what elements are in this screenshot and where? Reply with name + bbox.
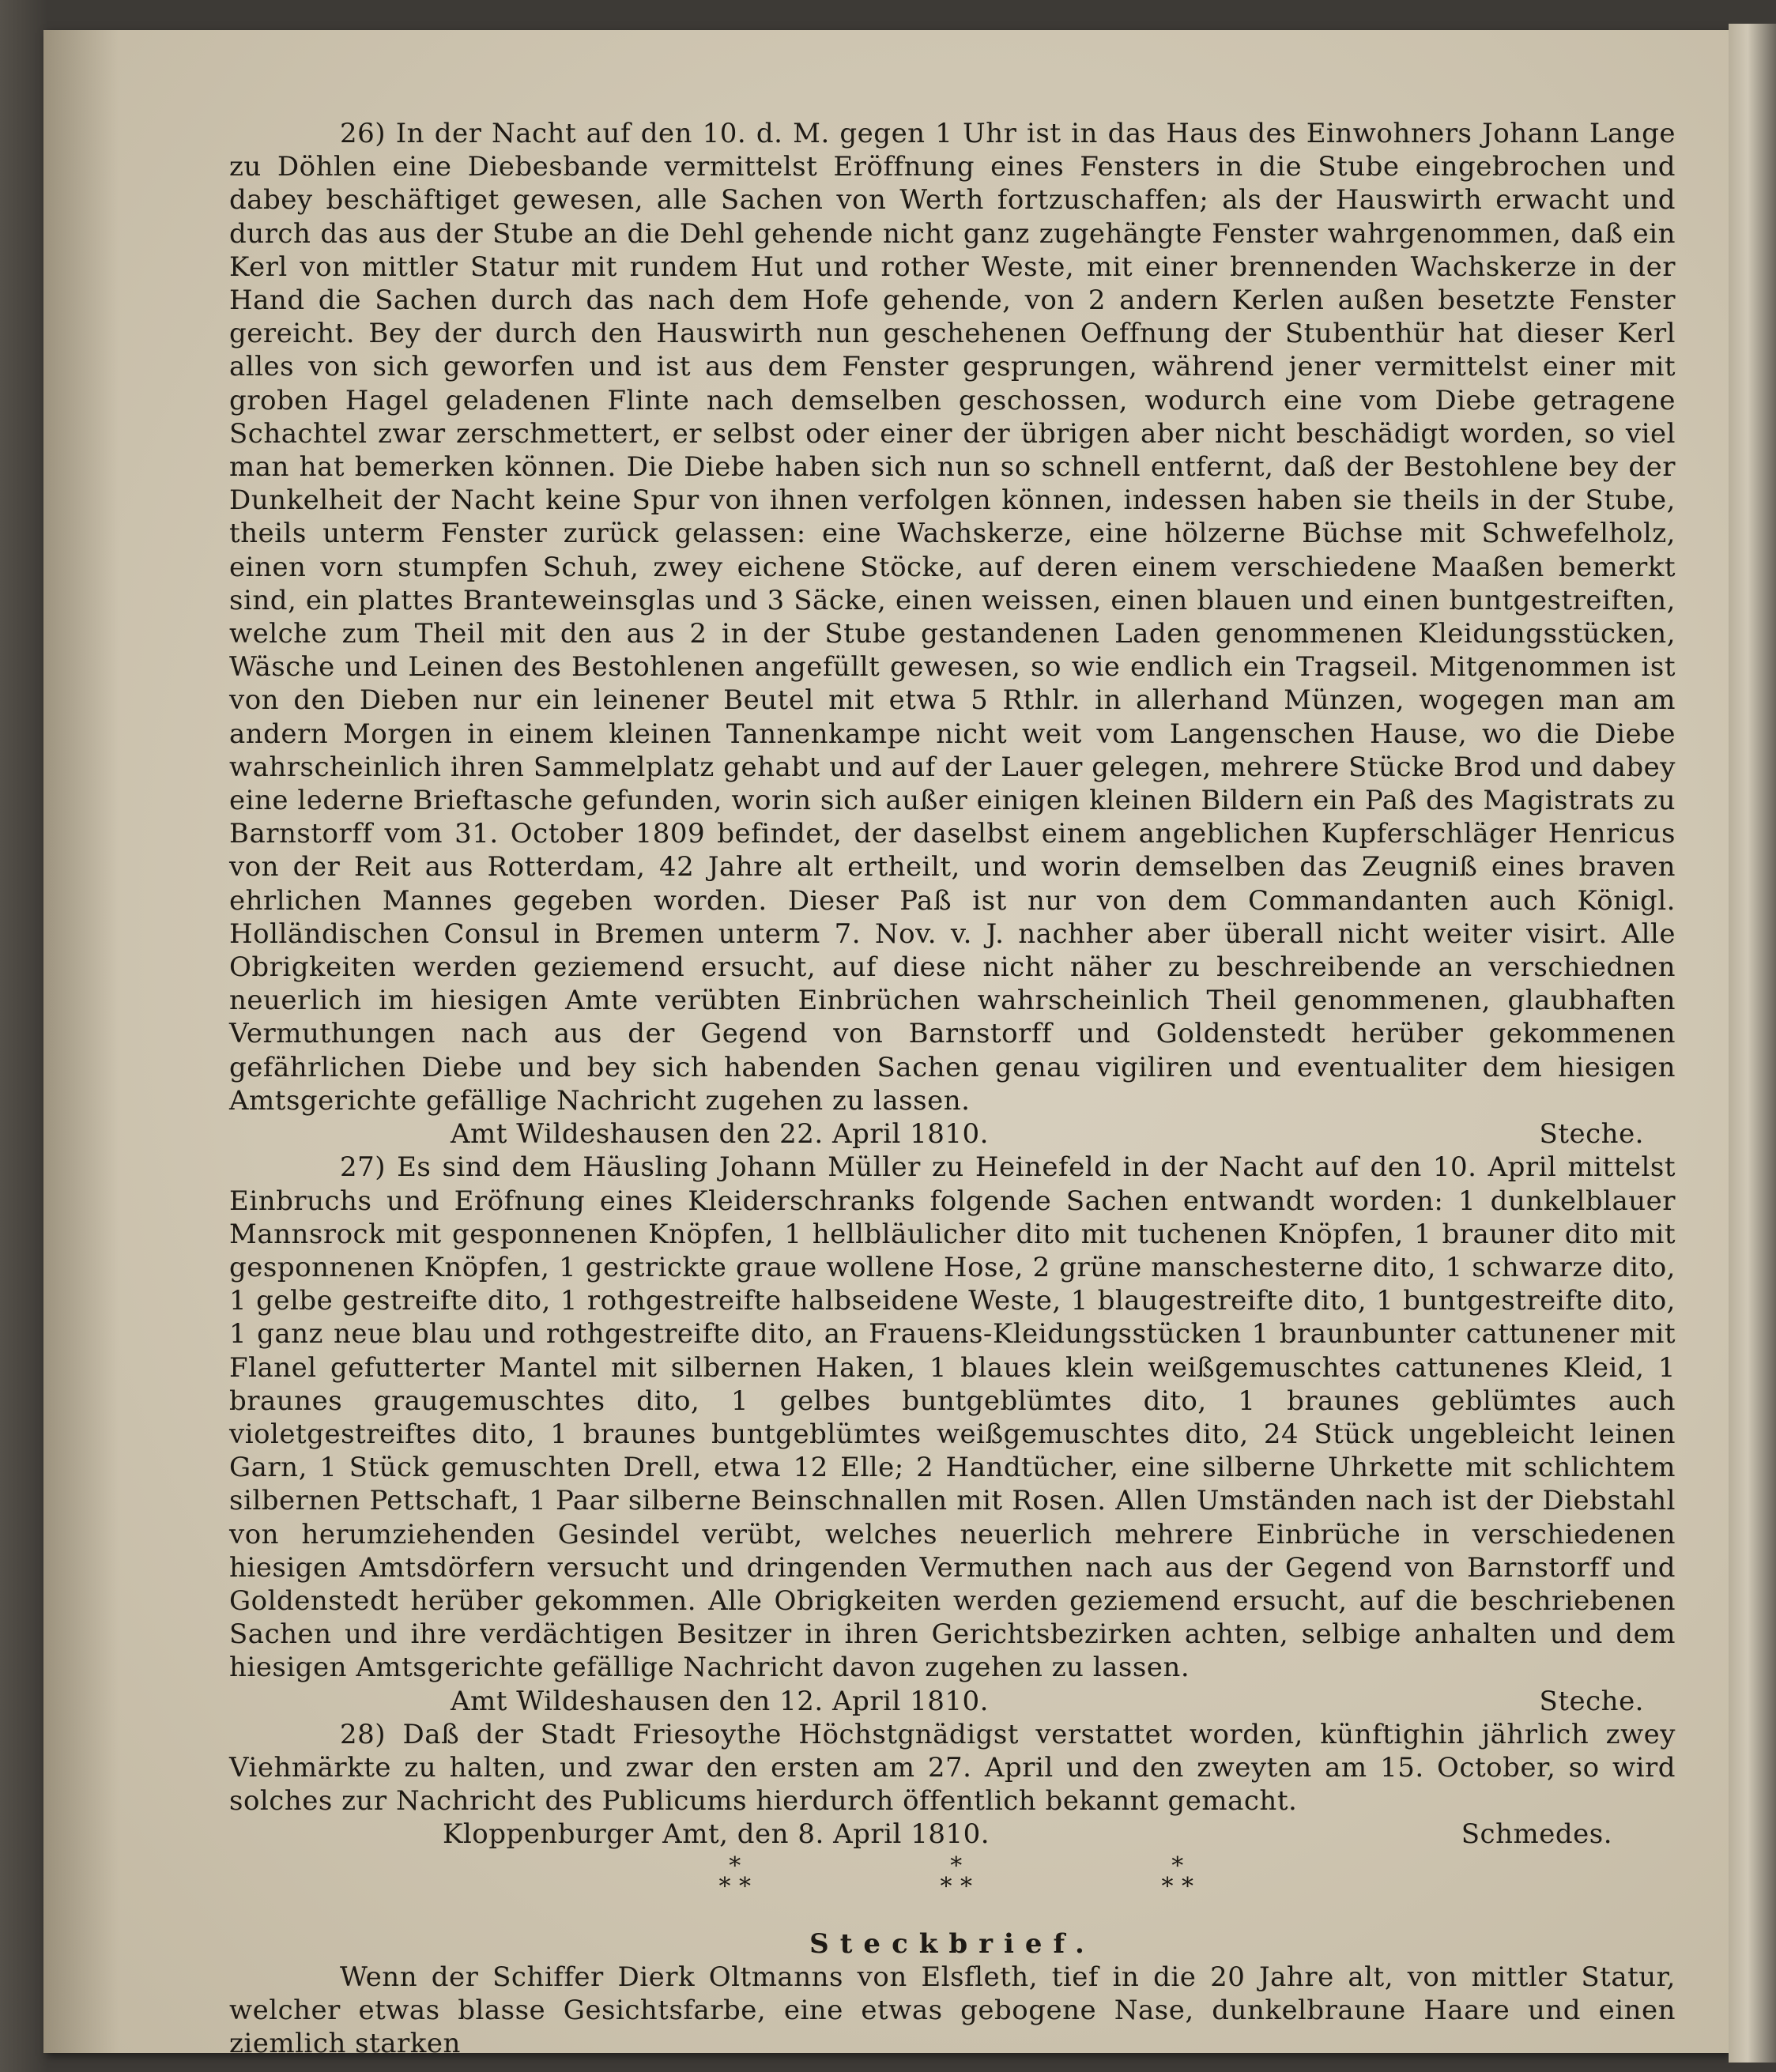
article-27-place-date: Amt Wildeshausen den 12. April 1810. [451, 1685, 989, 1717]
article-27-signature-line [229, 1685, 1676, 1718]
article-28-signature-line [229, 1818, 1676, 1851]
asterism-left: * * * [718, 1852, 752, 1901]
article-28-place-date: Kloppenburger Amt, den 8. April 1810. [443, 1818, 990, 1851]
steckbrief-heading: Steckbrief. [809, 1927, 1095, 1960]
article-28-signature: Schmedes. [1461, 1818, 1612, 1851]
steckbrief-text: Wenn der Schiffer Dierk Oltmanns von Elsfleth, tief in die 20 Jahre alt, von mittler Statur, welcher etwas blasse Gesichtsfarbe, eine etwas gebogene Nase, dunkelbraune Haare und einen ziemlich starken [229, 1961, 1676, 2060]
page-edge-right [1729, 24, 1776, 2063]
page-gutter-shadow [43, 30, 119, 2053]
article-26-text: 26) In der Nacht auf den 10. d. M. gegen 1 Uhr ist in das Haus des Einwohners Johann Lange zu Döhlen eine Diebesbande vermittelst Eröffnung eines Fensters in die Stube eingebrochen und dabey beschäftiget gewesen, alle Sachen von Werth fortzuschaffen; als der Hauswirth erwacht und durch das aus der Stube an die Dehl gehende nicht ganz zugehängte Fenster wahrgenommen, daß ein Kerl von mittler Statur mit rundem Hut und rother Weste, mit einer brennenden Wachskerze in der Hand die Sachen durch das nach dem Hofe gehende, von 2 andern Kerlen außen besetzte Fenster gereicht. Bey der durch den Hauswirth nun geschehenen Oeffnung der Stubenthür hat dieser Kerl alles von sich geworfen und ist aus dem Fenster gesprungen, während jener vermittelst einer mit groben Hagel geladenen Flinte nach demselben geschossen, wodurch eine vom Diebe getragene Schachtel zwar zerschmettert, er selbst oder einer der übrigen aber nicht beschädigt worden, so viel man hat bemerken können. Die Diebe haben sich nun so schnell entfernt, daß der Bestohlene bey der Dunkelheit der Nacht keine Spur von ihnen verfolgen können, indessen haben sie theils in der Stube, theils unterm Fenster zurück gelassen: eine Wachskerze, eine hölzerne Büchse mit Schwefelholz, einen vorn stumpfen Schuh, zwey eichene Stöcke, auf deren einem verschiedene Maaßen bemerkt sind, ein plattes Branteweinsglas und 3 Säcke, einen weissen, einen blauen und einen buntgestreiften, welche zum Theil mit den aus 2 in der Stube gestandenen Laden genommenen Kleidungsstücken, Wäsche und Leinen des Bestohlenen angefüllt gewesen, so wie endlich ein Tragseil. Mitgenommen ist von den Dieben nur ein leinener Beutel mit etwa 5 Rthlr. in allerhand Münzen, wogegen man am andern Morgen in einem kleinen Tannenkampe nicht weit vom Langenschen Hause, wo die Diebe wahrscheinlich ihren Sammelplatz gehabt und auf der Lauer gelegen, mehrere Stücke Brod und dabey eine lederne Brieftasche gefunden, worin sich außer einigen kleinen Bildern ein Paß des Magistrats zu Barnstorff vom 31. October 1809 befindet, der daselbst einem angeblichen Kupferschläger Henricus von der Reit aus Rotterdam, 42 Jahre alt ertheilt, und worin demselben das Zeugniß eines braven ehrlichen Mannes gegeben worden. Dieser Paß ist nur von dem Commandanten auch Königl. Holländischen Consul in Bremen unterm 7. Nov. v. J. nachher aber überall nicht weiter visirt. Alle Obrigkeiten werden geziemend ersucht, auf diese nicht näher zu beschreibende an verschiednen neuerlich im hiesigen Amte verübten Einbrüchen wahrscheinlich Theil genommenen, glaubhaften Vermuthungen nach aus der Gegend von Barnstorff und Goldenstedt herüber gekommenen gefährlichen Diebe und bey sich habenden Sachen genau vigiliren und eventualiter dem hiesigen Amtsgerichte gefällige Nachricht zugehen zu lassen. [229, 118, 1676, 1117]
article-27-text: 27) Es sind dem Häusling Johann Müller zu Heinefeld in der Nacht auf den 10. April mittelst Einbruchs und Eröfnung eines Kleiderschranks folgende Sachen entwandt worden: 1 dunkelblauer Mannsrock mit gesponnenen Knöpfen, 1 hellbläulicher dito mit tuchenen Knöpfen, 1 brauner dito mit gesponnenen Knöpfen, 1 gestrickte graue wollene Hose, 2 grüne manschesterne dito, 1 schwarze dito, 1 gelbe gestreifte dito, 1 rothgestreifte halbseidene Weste, 1 blaugestreifte dito, 1 buntgestreifte dito, 1 ganz neue blau und rothgestreifte dito, an Frauens-Kleidungsstücken 1 braunbunter cattunener mit Flanel gefutterter Mantel mit silbernen Haken, 1 blaues klein weißgemuschtes cattunenes Kleid, 1 braunes graugemuschtes dito, 1 gelbes buntgeblümtes dito, 1 braunes geblümtes auch violetgestreiftes dito, 1 braunes buntgeblümtes weißgemuschtes dito, 24 Stück ungebleicht leinen Garn, 1 Stück gemuschten Drell, etwa 12 Elle; 2 Handtücher, eine silberne Uhrkette mit schlichtem silbernen Pettschaft, 1 Paar silberne Beinschnallen mit Rosen. Allen Umständen nach ist der Diebstahl von herumziehenden Gesindel verübt, welches neuerlich mehrere Einbrüche in verschiedenen hiesigen Amtsdörfern versucht und dringenden Vermuthen nach aus der Gegend von Barnstorff und Goldenstedt herüber gekommen. Alle Obrigkeiten werden geziemend ersucht, auf die beschriebenen Sachen und ihre verdächtigen Besitzer in ihren Gerichtsbezirken achten, selbige anhalten und dem hiesigen Amtsgerichte gefällige Nachricht davon zugehen zu lassen. [229, 1151, 1676, 1684]
article-28-text: 28) Daß der Stadt Friesoythe Höchstgnädigst verstattet worden, künftighin jährlich zwey Viehmärkte zu halten, und zwar den ersten am 27. April und den zweyten am 15. October, so wird solches zur Nachricht des Publicums hierdurch öffentlich bekannt gemacht. [229, 1718, 1676, 1818]
asterism-center: * * * [940, 1852, 973, 1901]
section-separator [229, 1852, 1676, 1924]
article-27-signature: Steche. [1539, 1685, 1644, 1717]
article-26-place-date: Amt Wildeshausen den 22. April 1810. [451, 1118, 989, 1151]
page-text [229, 117, 1676, 2060]
asterism-right: * * * [1161, 1852, 1194, 1901]
article-26-signature: Steche. [1539, 1118, 1644, 1151]
article-26-signature-line [229, 1117, 1676, 1151]
